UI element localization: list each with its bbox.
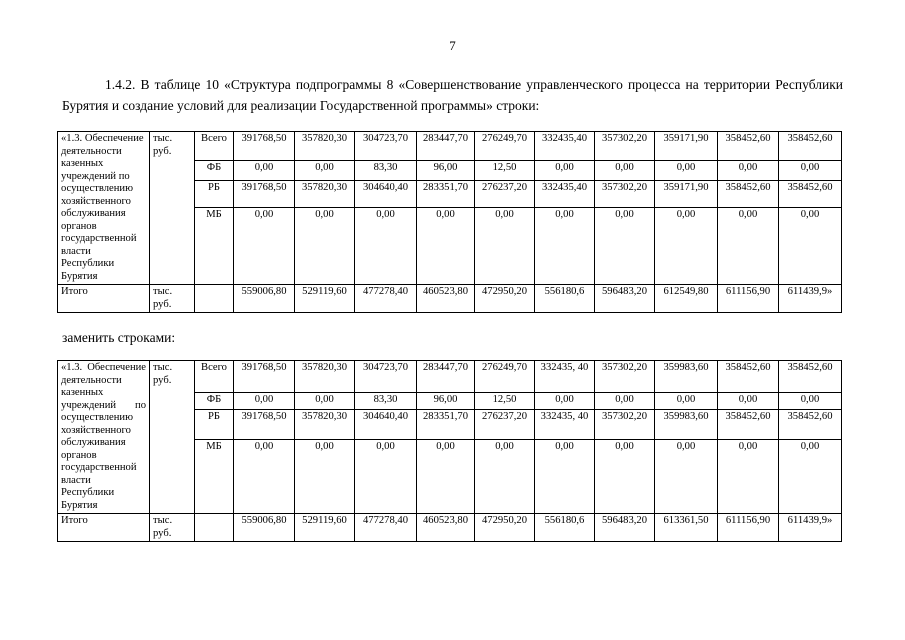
- value-cell: 0,00: [417, 439, 475, 514]
- row-name-cell: «1.3. Обеспечение деятельности казенных учреждений по осуществлению хозяйственного обслуживания органов государственной власти Республики Бурятия: [58, 361, 150, 514]
- source-cell: РБ: [195, 410, 234, 439]
- value-cell: 283351,70: [417, 410, 475, 439]
- value-cell: 0,00: [718, 207, 779, 284]
- value-cell: 332435, 40: [535, 361, 595, 393]
- value-cell: 460523,80: [417, 514, 475, 542]
- value-cell: 0,00: [234, 161, 295, 180]
- value-cell: 304723,70: [355, 361, 417, 393]
- value-cell: 357820,30: [295, 132, 355, 161]
- value-cell: 611439,9»: [779, 285, 842, 313]
- value-cell: 0,00: [355, 207, 417, 284]
- row-name-cell: «1.3. Обеспечение деятельности казенных учреждений по осуществлению хозяйственного обслуживания органов государственной власти Республики Бурятия: [58, 132, 150, 285]
- value-cell: 596483,20: [595, 285, 655, 313]
- unit-cell: тыс. руб.: [150, 514, 195, 542]
- value-cell: 0,00: [234, 439, 295, 514]
- new-table: [57, 360, 842, 542]
- value-cell: 358452,60: [779, 361, 842, 393]
- value-cell: 559006,80: [234, 285, 295, 313]
- value-cell: 0,00: [295, 161, 355, 180]
- value-cell: 283447,70: [417, 361, 475, 393]
- value-cell: 0,00: [655, 393, 718, 410]
- empty-cell: [195, 285, 234, 313]
- value-cell: 460523,80: [417, 285, 475, 313]
- value-cell: 332435,40: [535, 180, 595, 207]
- source-cell: Всего: [195, 361, 234, 393]
- value-cell: 12,50: [475, 161, 535, 180]
- value-cell: 357820,30: [295, 410, 355, 439]
- unit-cell: тыс. руб.: [150, 132, 195, 285]
- value-cell: 359171,90: [655, 180, 718, 207]
- total-label-cell: Итого: [58, 514, 150, 542]
- total-row: [58, 514, 842, 542]
- value-cell: 332435,40: [535, 132, 595, 161]
- value-cell: 0,00: [355, 439, 417, 514]
- value-cell: 391768,50: [234, 180, 295, 207]
- value-cell: 613361,50: [655, 514, 718, 542]
- value-cell: 0,00: [718, 439, 779, 514]
- value-cell: 0,00: [779, 161, 842, 180]
- value-cell: 391768,50: [234, 132, 295, 161]
- value-cell: 358452,60: [718, 410, 779, 439]
- total-label-cell: Итого: [58, 285, 150, 313]
- value-cell: 556180,6: [535, 514, 595, 542]
- value-cell: 0,00: [595, 207, 655, 284]
- value-cell: 0,00: [718, 161, 779, 180]
- value-cell: 0,00: [475, 207, 535, 284]
- value-cell: 332435, 40: [535, 410, 595, 439]
- value-cell: 358452,60: [718, 132, 779, 161]
- value-cell: 559006,80: [234, 514, 295, 542]
- value-cell: 357302,20: [595, 132, 655, 161]
- value-cell: 0,00: [535, 161, 595, 180]
- value-cell: 391768,50: [234, 361, 295, 393]
- value-cell: 357820,30: [295, 361, 355, 393]
- value-cell: 0,00: [595, 161, 655, 180]
- value-cell: 359983,60: [655, 361, 718, 393]
- value-cell: 0,00: [475, 439, 535, 514]
- value-cell: 0,00: [655, 207, 718, 284]
- value-cell: 0,00: [234, 393, 295, 410]
- value-cell: 83,30: [355, 393, 417, 410]
- value-cell: 0,00: [535, 207, 595, 284]
- empty-cell: [195, 514, 234, 542]
- page-number: 7: [449, 38, 456, 53]
- value-cell: 357302,20: [595, 410, 655, 439]
- value-cell: 0,00: [234, 207, 295, 284]
- value-cell: 358452,60: [779, 410, 842, 439]
- source-cell: ФБ: [195, 393, 234, 410]
- value-cell: 96,00: [417, 161, 475, 180]
- value-cell: 276249,70: [475, 132, 535, 161]
- value-cell: 304640,40: [355, 410, 417, 439]
- value-cell: 96,00: [417, 393, 475, 410]
- source-cell: МБ: [195, 439, 234, 514]
- value-cell: 0,00: [295, 439, 355, 514]
- value-cell: 358452,60: [779, 132, 842, 161]
- value-cell: 0,00: [417, 207, 475, 284]
- value-cell: 283447,70: [417, 132, 475, 161]
- source-cell: ФБ: [195, 161, 234, 180]
- value-cell: 529119,60: [295, 285, 355, 313]
- replace-text: заменить строками:: [62, 330, 176, 345]
- old-table: [57, 131, 842, 313]
- value-cell: 359983,60: [655, 410, 718, 439]
- value-cell: 0,00: [779, 439, 842, 514]
- value-cell: 0,00: [779, 393, 842, 410]
- value-cell: 276237,20: [475, 180, 535, 207]
- value-cell: 304640,40: [355, 180, 417, 207]
- value-cell: 283351,70: [417, 180, 475, 207]
- value-cell: 0,00: [595, 439, 655, 514]
- value-cell: 358452,60: [718, 180, 779, 207]
- value-cell: 0,00: [535, 439, 595, 514]
- value-cell: 477278,40: [355, 514, 417, 542]
- value-cell: 0,00: [718, 393, 779, 410]
- value-cell: 611439,9»: [779, 514, 842, 542]
- value-cell: 83,30: [355, 161, 417, 180]
- value-cell: 357302,20: [595, 361, 655, 393]
- value-cell: 391768,50: [234, 410, 295, 439]
- value-cell: 12,50: [475, 393, 535, 410]
- value-cell: 0,00: [595, 393, 655, 410]
- source-cell: МБ: [195, 207, 234, 284]
- value-cell: 611156,90: [718, 285, 779, 313]
- source-cell: РБ: [195, 180, 234, 207]
- table-row: [58, 132, 842, 161]
- value-cell: 276249,70: [475, 361, 535, 393]
- value-cell: 304723,70: [355, 132, 417, 161]
- value-cell: 472950,20: [475, 285, 535, 313]
- total-row: [58, 285, 842, 313]
- table-row: [58, 361, 842, 393]
- source-cell: Всего: [195, 132, 234, 161]
- unit-cell: тыс. руб.: [150, 285, 195, 313]
- value-cell: 0,00: [655, 439, 718, 514]
- value-cell: 0,00: [655, 161, 718, 180]
- value-cell: 0,00: [295, 207, 355, 284]
- value-cell: 556180,6: [535, 285, 595, 313]
- value-cell: 472950,20: [475, 514, 535, 542]
- value-cell: 611156,90: [718, 514, 779, 542]
- value-cell: 612549,80: [655, 285, 718, 313]
- value-cell: 596483,20: [595, 514, 655, 542]
- value-cell: 358452,60: [779, 180, 842, 207]
- intro-paragraph: 1.4.2. В таблице 10 «Структура подпрограммы 8 «Совершенствование управленческого процесса на территории Республики Бурятия и создание условий для реализации Государственной программы» строки:: [62, 77, 843, 113]
- value-cell: 477278,40: [355, 285, 417, 313]
- value-cell: 358452,60: [718, 361, 779, 393]
- value-cell: 0,00: [295, 393, 355, 410]
- value-cell: 276237,20: [475, 410, 535, 439]
- value-cell: 357302,20: [595, 180, 655, 207]
- value-cell: 0,00: [535, 393, 595, 410]
- value-cell: 0,00: [779, 207, 842, 284]
- value-cell: 359171,90: [655, 132, 718, 161]
- value-cell: 529119,60: [295, 514, 355, 542]
- value-cell: 357820,30: [295, 180, 355, 207]
- unit-cell: тыс. руб.: [150, 361, 195, 514]
